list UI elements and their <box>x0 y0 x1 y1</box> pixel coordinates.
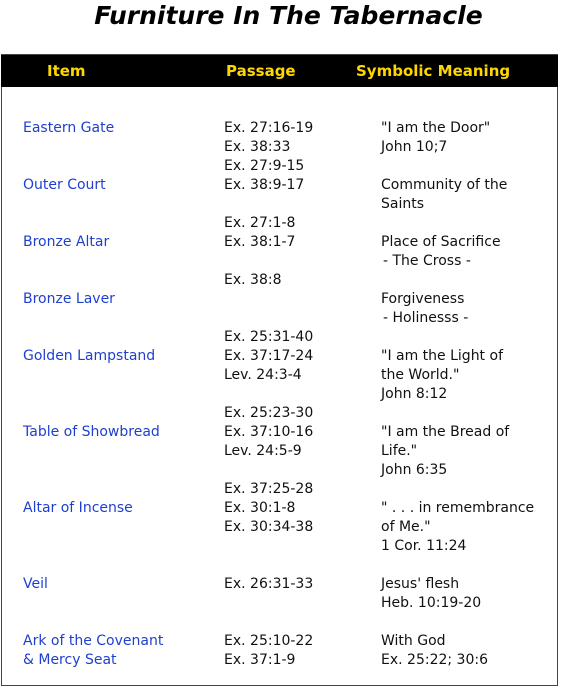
meaning-line: "I am the Light of <box>381 348 503 364</box>
column-header-passage: Passage <box>226 62 296 80</box>
passage-line: Ex. 25:31-40 <box>224 329 314 345</box>
item-veil <box>23 575 48 594</box>
passage-table-of-showbread <box>224 404 313 461</box>
item-bronze-altar <box>23 233 109 252</box>
meaning-line: of Me." <box>381 519 431 535</box>
item-line: Bronze Altar <box>23 234 110 250</box>
item-ark-of-the-covenant <box>23 632 163 670</box>
meaning-golden-lampstand <box>381 347 503 404</box>
item-golden-lampstand <box>23 347 155 366</box>
meaning-ark-of-the-covenant <box>381 632 488 670</box>
item-line: & Mercy Seat <box>23 652 117 668</box>
item-line: Golden Lampstand <box>23 348 156 364</box>
passage-veil <box>224 575 313 594</box>
item-line: Eastern Gate <box>23 120 115 136</box>
meaning-line: Life." <box>381 443 418 459</box>
passage-bronze-laver <box>224 271 281 290</box>
meaning-outer-court <box>381 176 507 214</box>
meaning-line: 1 Cor. 11:24 <box>381 538 467 554</box>
item-table-of-showbread <box>23 423 160 442</box>
meaning-line: - Holinesss - <box>383 310 469 326</box>
item-line: Ark of the Covenant <box>23 633 164 649</box>
passage-line: Ex. 27:16-19 <box>224 120 314 136</box>
item-eastern-gate <box>23 119 114 138</box>
meaning-line: John 10;7 <box>381 139 448 155</box>
meaning-line: Saints <box>381 196 425 212</box>
meaning-line: John 6:35 <box>381 462 448 478</box>
passage-line: Ex. 27:9-15 <box>224 158 305 174</box>
passage-line: Ex. 37:17-24 <box>224 348 314 364</box>
passage-eastern-gate <box>224 119 313 176</box>
meaning-table-of-showbread <box>381 423 509 480</box>
passage-line: Ex. 37:25-28 <box>224 481 314 497</box>
passage-line: Ex. 27:1-8 <box>224 215 296 231</box>
meaning-line: Heb. 10:19-20 <box>381 595 482 611</box>
item-altar-of-incense <box>23 499 133 518</box>
meaning-line: With God <box>381 633 446 649</box>
passage-line: Lev. 24:3-4 <box>224 367 302 383</box>
item-line: Veil <box>23 576 48 592</box>
passage-line: Ex. 37:1-9 <box>224 652 296 668</box>
item-bronze-laver <box>23 290 115 309</box>
passage-line: Ex. 30:1-8 <box>224 500 296 516</box>
meaning-eastern-gate <box>381 119 490 157</box>
passage-line: Ex. 26:31-33 <box>224 576 314 592</box>
page-title: Furniture In The Tabernacle <box>94 1 483 30</box>
passage-line: Ex. 38:9-17 <box>224 177 305 193</box>
meaning-line: Ex. 25:22; 30:6 <box>381 652 488 668</box>
meaning-bronze-altar <box>381 233 501 271</box>
meaning-altar-of-incense <box>381 499 534 556</box>
passage-line: Ex. 25:10-22 <box>224 633 314 649</box>
passage-line: Ex. 30:34-38 <box>224 519 314 535</box>
item-line: Altar of Incense <box>23 500 133 516</box>
meaning-line: John 8:12 <box>381 386 448 402</box>
meaning-veil <box>381 575 481 613</box>
column-header-meaning: Symbolic Meaning <box>356 62 511 80</box>
meaning-bronze-laver <box>381 290 468 328</box>
meaning-line: "I am the Bread of <box>381 424 510 440</box>
meaning-line: Jesus' flesh <box>381 576 460 592</box>
passage-line: Ex. 38:33 <box>224 139 291 155</box>
passage-bronze-altar <box>224 214 295 252</box>
meaning-line: "I am the Door" <box>381 120 491 136</box>
item-line: Bronze Laver <box>23 291 115 307</box>
passage-ark-of-the-covenant <box>224 632 313 670</box>
meaning-line: Forgiveness <box>381 291 465 307</box>
passage-line: Ex. 38:8 <box>224 272 282 288</box>
meaning-line: - The Cross - <box>383 253 471 269</box>
meaning-line: " . . . in remembrance <box>381 500 535 516</box>
item-line: Outer Court <box>23 177 106 193</box>
passage-line: Lev. 24:5-9 <box>224 443 302 459</box>
column-header-item: Item <box>47 62 86 80</box>
passage-line: Ex. 37:10-16 <box>224 424 314 440</box>
meaning-line: Community of the <box>381 177 508 193</box>
passage-line: Ex. 38:1-7 <box>224 234 296 250</box>
item-line: Table of Showbread <box>23 424 160 440</box>
passage-line: Ex. 25:23-30 <box>224 405 314 421</box>
passage-outer-court <box>224 176 304 195</box>
meaning-line: the World." <box>381 367 460 383</box>
passage-golden-lampstand <box>224 328 313 385</box>
item-outer-court <box>23 176 106 195</box>
meaning-line: Place of Sacrifice <box>381 234 501 250</box>
passage-altar-of-incense <box>224 480 313 537</box>
